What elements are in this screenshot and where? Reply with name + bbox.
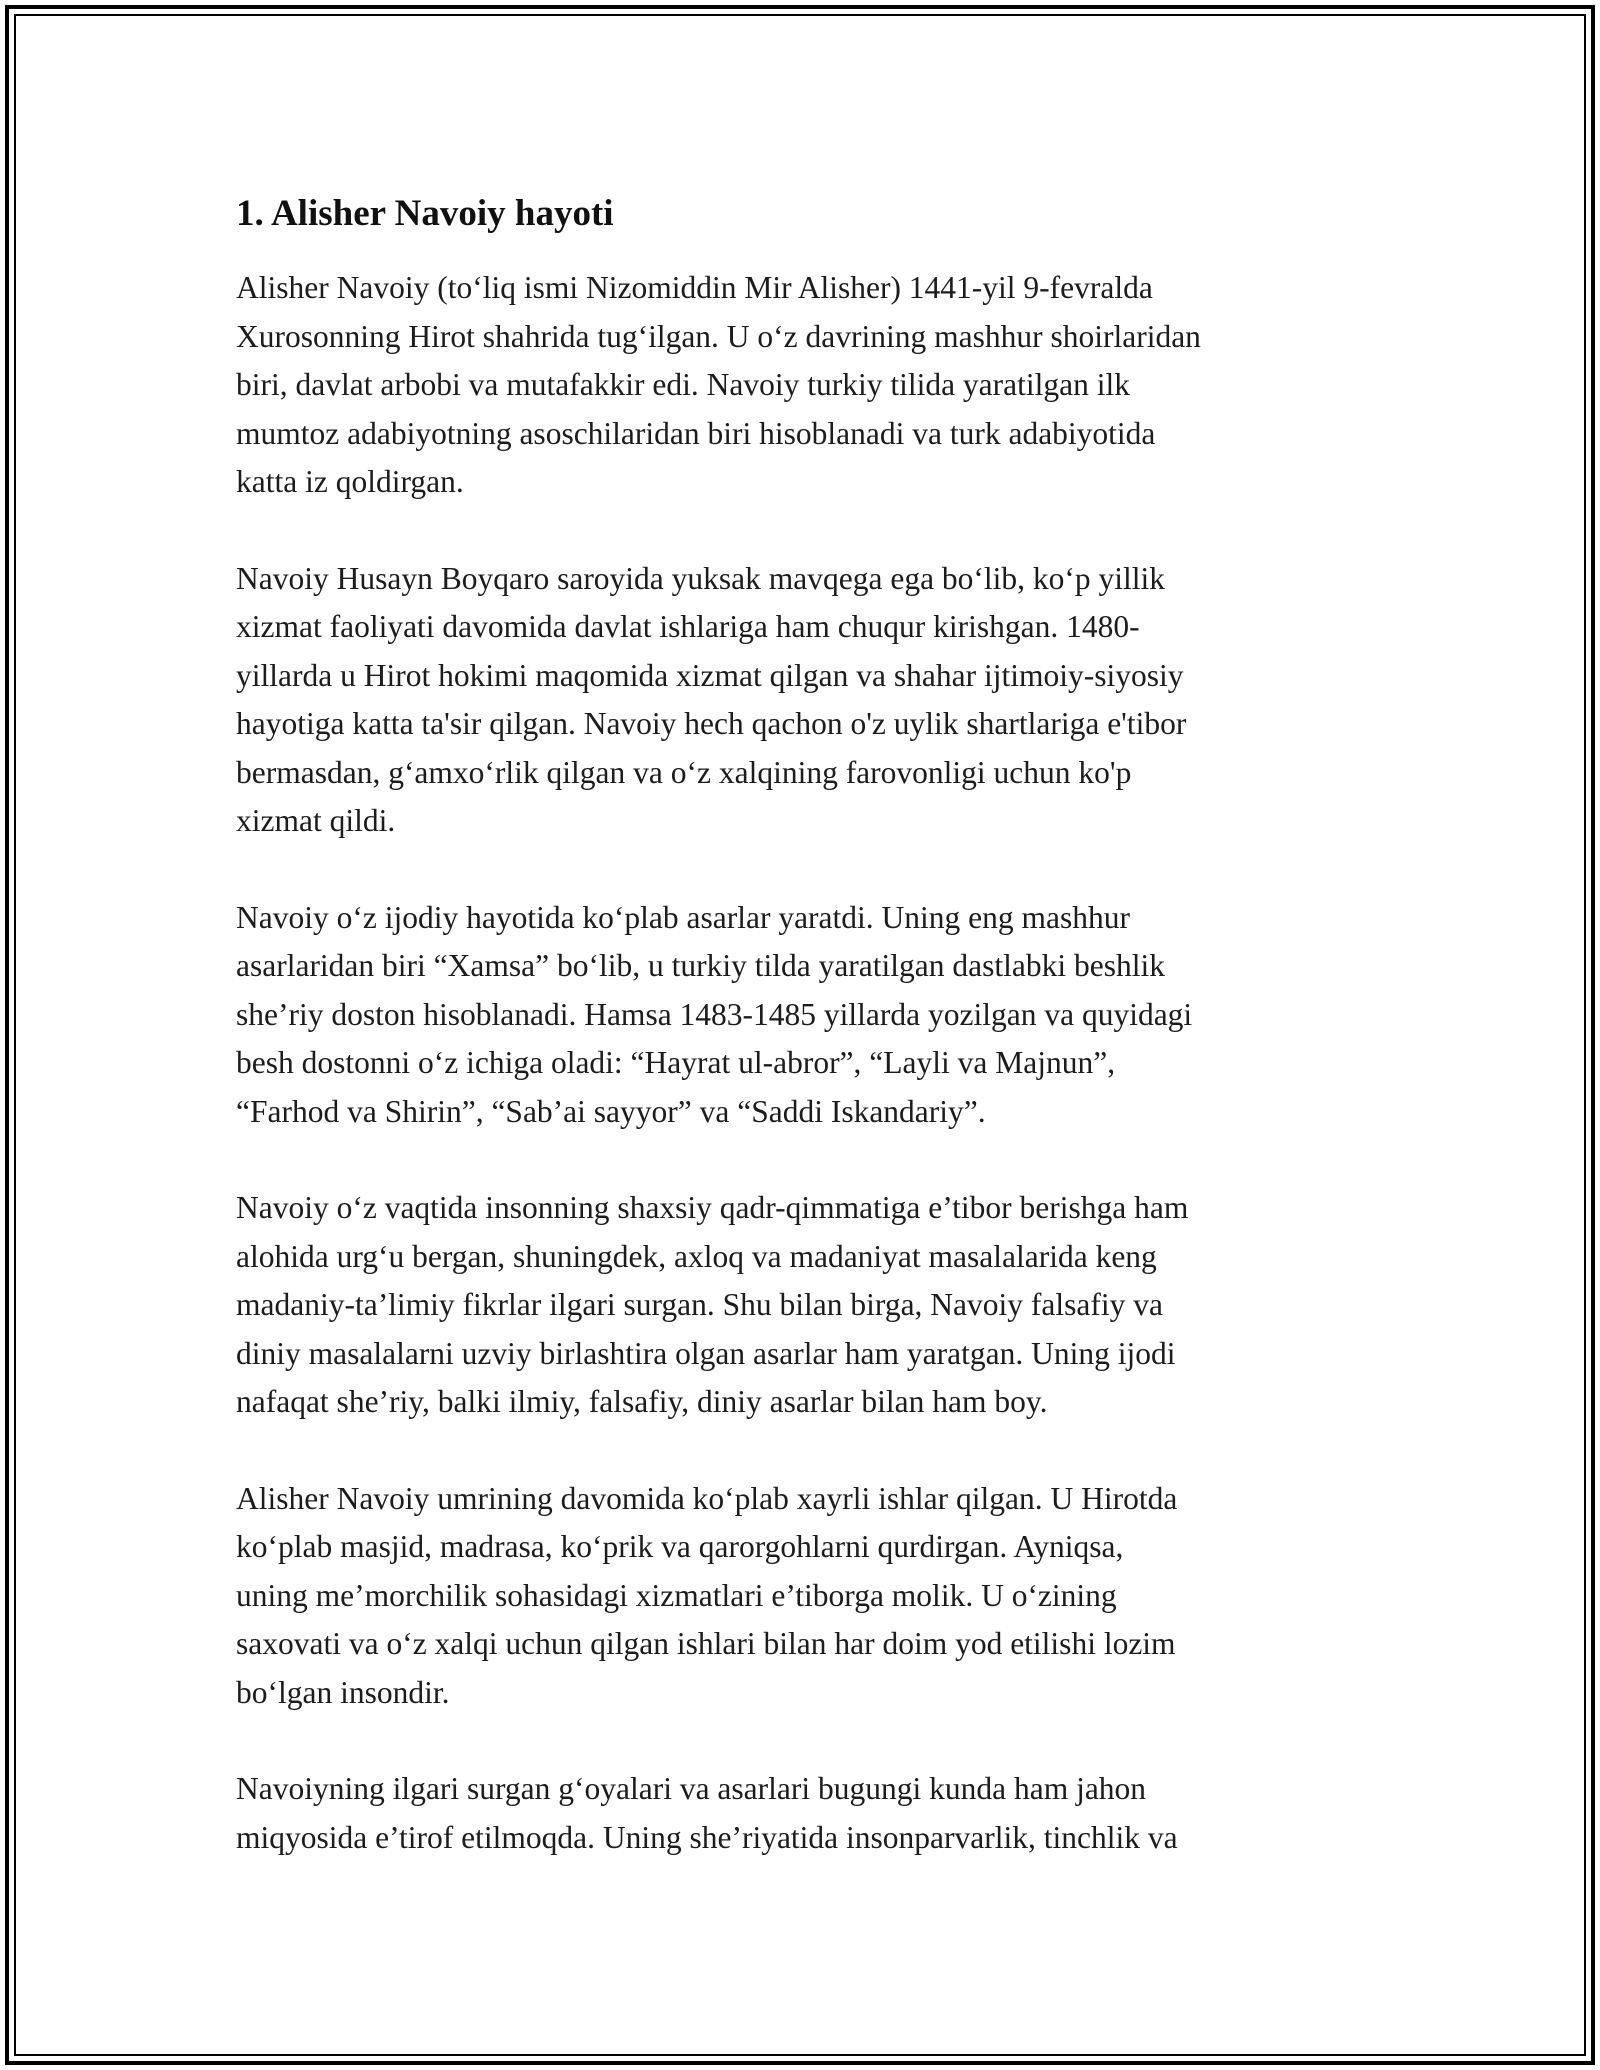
paragraph-line: Navoiy o‘z vaqtida insonning shaxsiy qadr-qimmatiga e’tibor berishga ham [236,1190,1189,1225]
paragraph [236,894,1376,1137]
paragraph-line: bermasdan, g‘amxo‘rlik qilgan va o‘z xalqining farovonligi uchun ko'p [236,754,1132,790]
paragraph [236,1475,1376,1718]
paragraph-line: yillarda u Hirot hokimi maqomida xizmat qilgan va shahar ijtimoiy-siyosiy [236,657,1184,693]
paragraph-line: nafaqat she’riy, balki ilmiy, falsafiy, diniy asarlar bilan ham boy. [236,1384,1048,1419]
paragraph-line: ko‘plab masjid, madrasa, ko‘prik va qarorgohlarni qurdirgan. Ayniqsa, [236,1529,1124,1564]
paragraph-line: hayotiga katta ta'sir qilgan. Navoiy hech qachon o'z uylik shartlariga e'tibor [236,706,1187,741]
paragraph-line: bo‘lgan insondir. [236,1674,450,1710]
paragraph-list [236,264,1376,1862]
paragraph-line: saxovati va o‘z xalqi uchun qilgan ishlari bilan har doim yod etilishi lozim [236,1626,1176,1661]
paragraph-line: “Farhod va Shirin”, “Sab’ai sayyor” va “Saddi Iskandariy”. [236,1093,986,1129]
paragraph-line: diniy masalalarni uzviy birlashtira olgan asarlar ham yaratgan. Uning ijodi [236,1335,1176,1371]
paragraph-line: Xurosonning Hirot shahrida tug‘ilgan. U o‘z davrining mashhur shoirlaridan [236,318,1201,354]
paragraph-line: Navoiy o‘z ijodiy hayotida ko‘plab asarlar yaratdi. Uning eng mashhur [236,899,1130,935]
paragraph [236,1184,1376,1427]
paragraph-line: xizmat faoliyati davomida davlat ishlariga ham chuqur kirishgan. 1480- [236,609,1140,644]
paragraph-line: Alisher Navoiy (to‘liq ismi Nizomiddin Mir Alisher) 1441-yil 9-fevralda [236,270,1153,305]
paragraph-line: katta iz qoldirgan. [236,464,464,499]
paragraph-line: biri, davlat arbobi va mutafakkir edi. Navoiy turkiy tilida yaratilgan ilk [236,367,1130,402]
paragraph-line: madaniy-ta’limiy fikrlar ilgari surgan. Shu bilan birga, Navoiy falsafiy va [236,1287,1163,1322]
section-heading: 1. Alisher Navoiy hayoti [236,193,614,234]
paragraph-line: she’riy doston hisoblanadi. Hamsa 1483-1485 yillarda yozilgan va quyidagi [236,996,1193,1032]
paragraph-line: asarlaridan biri “Xamsa” bo‘lib, u turkiy tilda yaratilgan dastlabki beshlik [236,948,1165,983]
paragraph [236,1765,1376,1862]
paragraph-line: xizmat qildi. [236,803,396,838]
paragraph [236,264,1376,507]
paragraph-line: besh dostonni o‘z ichiga oladi: “Hayrat ul-abror”, “Layli va Majnun”, [236,1045,1116,1080]
paragraph [236,555,1376,846]
paragraph-line: Alisher Navoiy umrining davomida ko‘plab xayrli ishlar qilgan. U Hirotda [236,1480,1178,1516]
paragraph-line: uning me’morchilik sohasidagi xizmatlari e’tiborga molik. U o‘zining [236,1577,1117,1613]
paragraph-line: mumtoz adabiyotning asoschilaridan biri hisoblanadi va turk adabiyotida [236,415,1156,451]
paragraph-line: miqyosida e’tirof etilmoqda. Uning she’riyatida insonparvarlik, tinchlik va [236,1819,1178,1855]
document-body [236,190,1376,1862]
paragraph-line: Navoiy Husayn Boyqaro saroyida yuksak mavqega ega bo‘lib, ko‘p yillik [236,560,1166,596]
paragraph-line: Navoiyning ilgari surgan g‘oyalari va asarlari bugungi kunda ham jahon [236,1771,1147,1806]
paragraph-line: alohida urg‘u bergan, shuningdek, axloq va madaniyat masalalarida keng [236,1238,1157,1274]
